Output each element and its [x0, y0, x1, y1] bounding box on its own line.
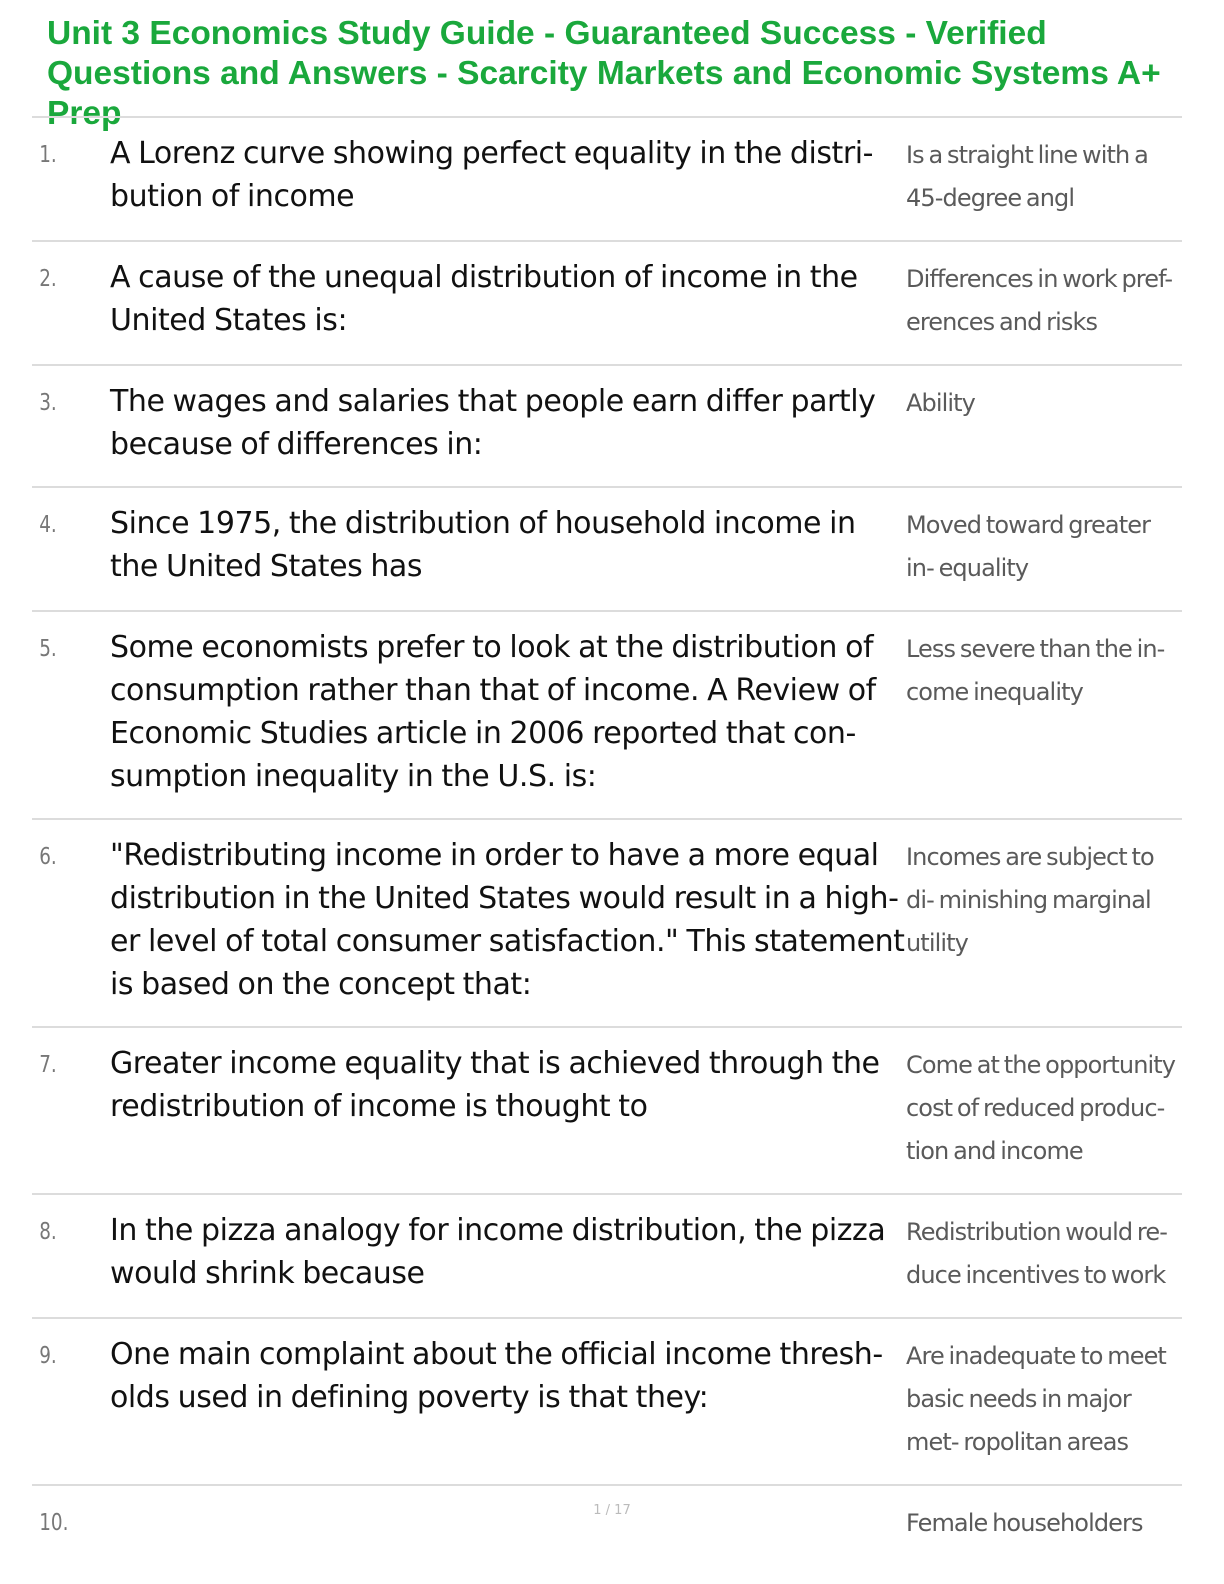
item-number: 6.: [39, 844, 57, 870]
answer-text: Differences in work pref- erences and risks: [906, 265, 1173, 336]
qa-row: [32, 242, 1182, 366]
qa-row: [32, 612, 1182, 820]
answer-text: Is a straight line with a 45-degree angl: [906, 141, 1148, 212]
question-text: A cause of the unequal distribution of income in the United States is:: [110, 260, 858, 338]
qa-row: [32, 1486, 1182, 1565]
answer-text: Less severe than the in- come inequality: [906, 635, 1165, 706]
question-text: A Lorenz curve showing perfect equality in the distri- bution of income: [110, 136, 873, 214]
answer-text: Moved toward greater in- equality: [906, 511, 1151, 582]
qa-row: [32, 488, 1182, 612]
answer-text: Come at the opportunity cost of reduced produc- tion and income: [906, 1051, 1176, 1165]
page-number: 1 / 17: [593, 1503, 631, 1518]
answer-text: Female householders: [906, 1509, 1143, 1537]
item-number: 3.: [39, 390, 57, 416]
qa-row: [32, 1195, 1182, 1319]
question-text: The wages and salaries that people earn differ partly because of differences in:: [110, 384, 876, 462]
item-number: 4.: [39, 512, 57, 538]
answer-text: Ability: [906, 389, 975, 417]
item-number: 5.: [39, 636, 57, 662]
item-number: 1.: [39, 142, 57, 168]
question-text: "Redistributing income in order to have a more equal distribution in the United States would result in a high- er level of total consumer satisfaction." This statement is based on the concept that:: [110, 838, 905, 1002]
qa-row: [32, 366, 1182, 488]
qa-row: [32, 118, 1182, 242]
question-answer-list: [32, 116, 1182, 1565]
item-number: 8.: [39, 1219, 57, 1245]
qa-row: [32, 1319, 1182, 1486]
answer-text: Incomes are subject to di- minishing marginal utility: [906, 843, 1154, 957]
question-text: In the pizza analogy for income distribution, the pizza would shrink because: [110, 1213, 886, 1291]
question-text: One main complaint about the official income thresh- olds used in defining poverty is that they:: [110, 1337, 883, 1415]
item-number: 10.: [39, 1510, 69, 1536]
question-text: Since 1975, the distribution of household income in the United States has: [110, 506, 856, 584]
qa-row: [32, 1028, 1182, 1195]
question-text: Greater income equality that is achieved through the redistribution of income is thought to: [110, 1046, 880, 1124]
item-number: 7.: [39, 1052, 57, 1078]
answer-text: Redistribution would re- duce incentives to work: [906, 1218, 1167, 1289]
document-title: Unit 3 Economics Study Guide - Guaranteed Success - Verified Questions and Answers - Scarcity Markets and Economic Systems A+ Prep: [47, 15, 1161, 132]
qa-row: [32, 820, 1182, 1028]
answer-text: Are inadequate to meet basic needs in major met- ropolitan areas: [906, 1342, 1166, 1456]
item-number: 9.: [39, 1343, 57, 1369]
item-number: 2.: [39, 266, 57, 292]
question-text: Some economists prefer to look at the distribution of consumption rather than that of income. A Review of Economic Studies article in 2006 reported that con- sumption inequality in the U.S. is:: [110, 630, 876, 794]
